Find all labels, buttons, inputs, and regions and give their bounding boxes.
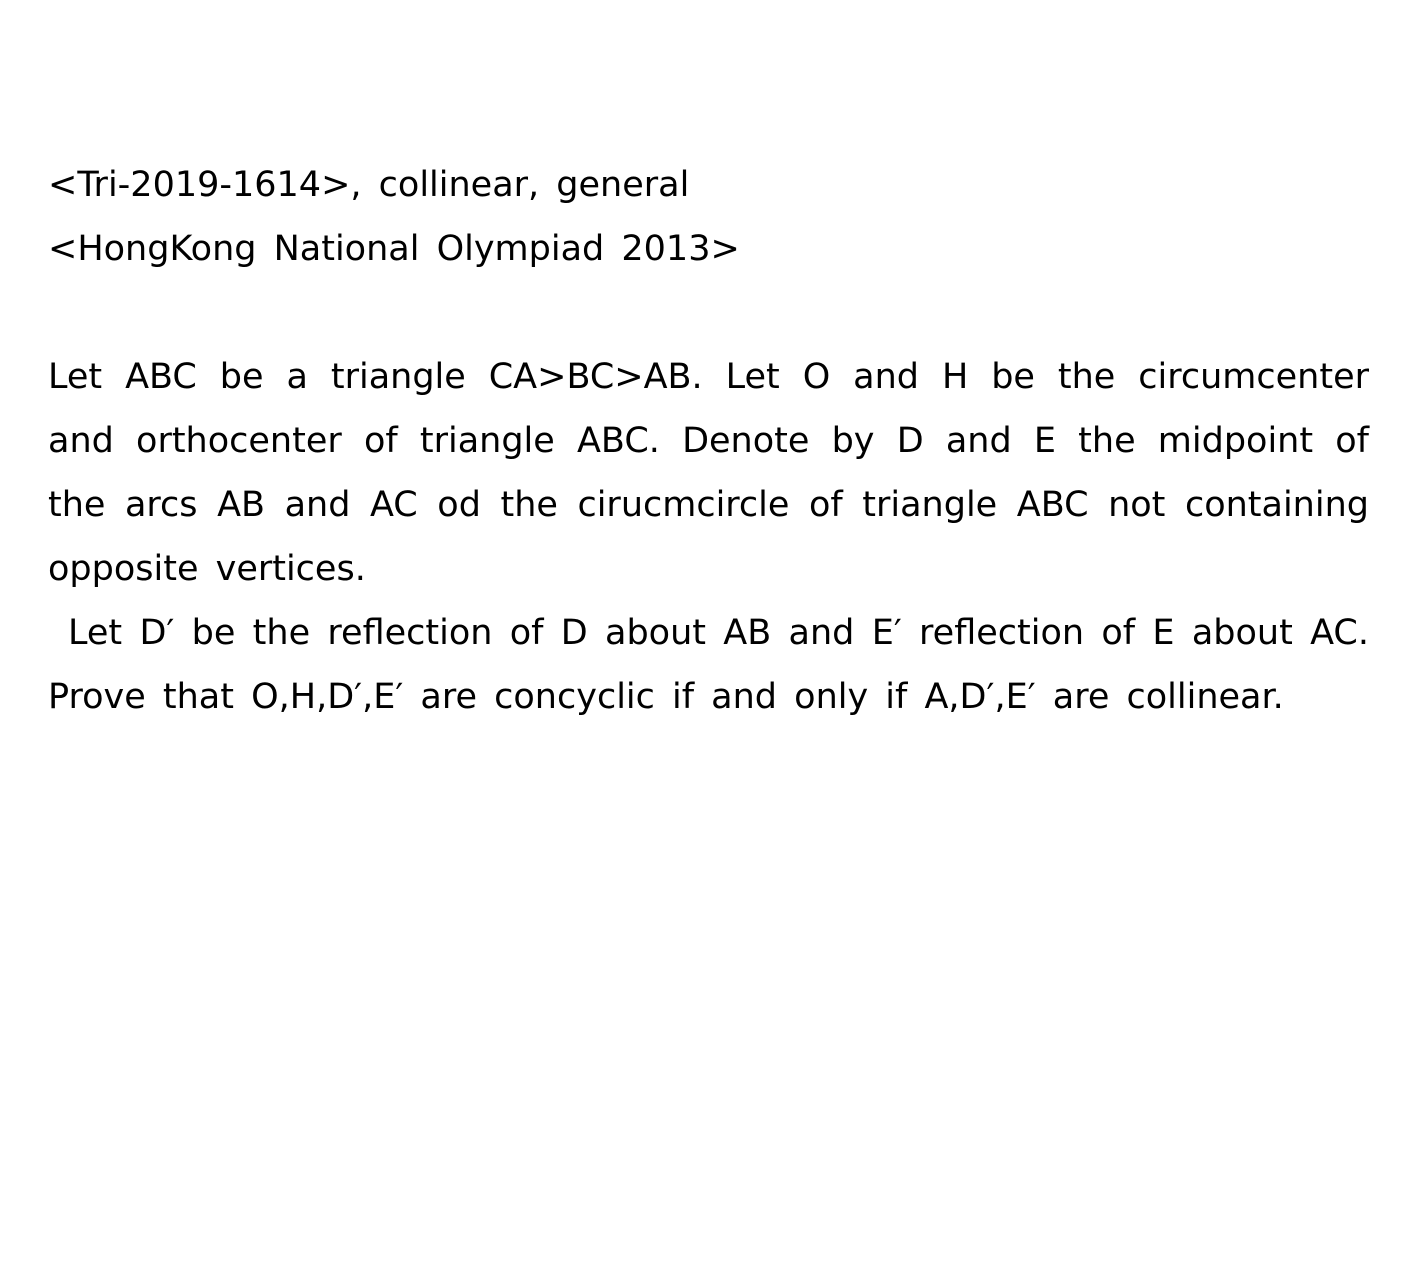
document-body xyxy=(48,153,1369,729)
problem-tag-line: <Tri-2019-1614>, collinear, general xyxy=(48,165,690,205)
blank-line xyxy=(48,281,1369,345)
problem-source-line: <HongKong National Olympiad 2013> xyxy=(48,229,740,269)
problem-paragraph-2: Let D′ be the reflection of D about AB and E′ reflection of E about AC. Prove that O,H,D′,E′ are concyclic if and only if A,D′,E′ are collinear. xyxy=(48,613,1369,717)
problem-paragraph-1: Let ABC be a triangle CA>BC>AB. Let O and H be the circumcenter and orthocenter of triangle ABC. Denote by D and E the midpoint of the arcs AB and AC od the cirucmcircle of triangle ABC not containing opposite vertices. xyxy=(48,357,1369,589)
